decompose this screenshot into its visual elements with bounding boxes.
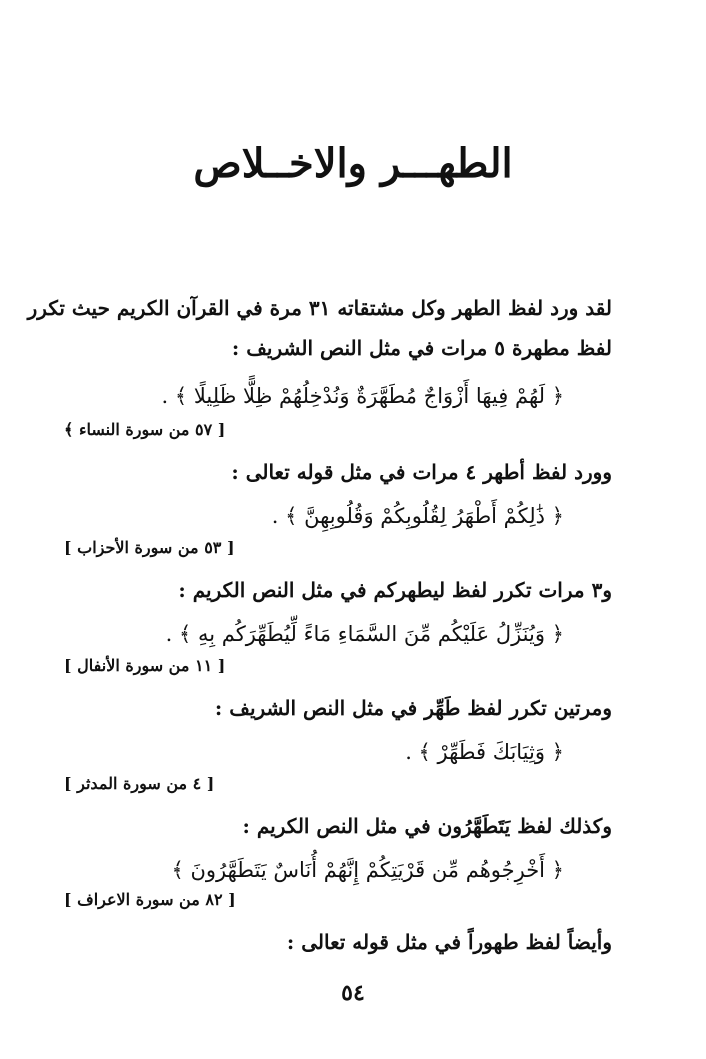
verse-reference-3: [ ١١ من سورة الأنفال ] [64,656,226,675]
verse-reference-4: [ ٤ من سورة المدثر ] [64,774,215,793]
section-intro-2: وورد لفظ أطهر ٤ مرات في مثل قوله تعالى : [231,460,612,484]
verse-3: ﴿ وَيُنَزِّلُ عَلَيْكُم مِّنَ السَّمَاءِ مَاءً لِّيُطَهِّرَكُم بِهِ ﴾ . [165,622,564,646]
closing-line: وأيضاً لفظ طهوراً في مثل قوله تعالى : [286,930,612,954]
verse-1: ﴿ لَهُمْ فِيهَا أَزْوَاجٌ مُطَهَّرَةٌ وَنُدْخِلُهُمْ ظِلًّا ظَلِيلًا ﴾ . [161,384,564,408]
page-number: ٥٤ [341,980,365,1006]
section-intro-4: ومرتين تكرر لفظ طَهِّر في مثل النص الشريف : [214,696,612,720]
verse-2: ﴿ ذَٰلِكُمْ أَطْهَرُ لِقُلُوبِكُمْ وَقُلُوبِهِنَّ ﴾ . [271,504,564,528]
intro-line-1: لقد ورد لفظ الطهر وكل مشتقاته ٣١ مرة في القرآن الكريم حيث تكرر [27,296,612,320]
intro-line-2: لفظ مطهرة ٥ مرات في مثل النص الشريف : [231,336,612,360]
section-intro-3: و٣ مرات تكرر لفظ ليطهركم في مثل النص الكريم : [178,578,612,602]
section-intro-5: وكذلك لفظ يَتَطَهَّرُون في مثل النص الكريم : [242,814,612,838]
chapter-title: الطهـــر والاخــلاص [193,140,513,187]
verse-reference-5: [ ٨٢ من سورة الاعراف ] [64,890,236,909]
verse-reference-1: [ ٥٧ من سورة النساء ﴾ [64,420,226,439]
verse-5: ﴿ أَخْرِجُوهُم مِّن قَرْيَتِكُمْ إِنَّهُمْ أُنَاسٌ يَتَطَهَّرُونَ ﴾ [171,858,564,882]
verse-4: ﴿ وَثِيَابَكَ فَطَهِّرْ ﴾ . [405,740,564,764]
verse-reference-2: [ ٥٣ من سورة الأحزاب ] [64,538,235,557]
